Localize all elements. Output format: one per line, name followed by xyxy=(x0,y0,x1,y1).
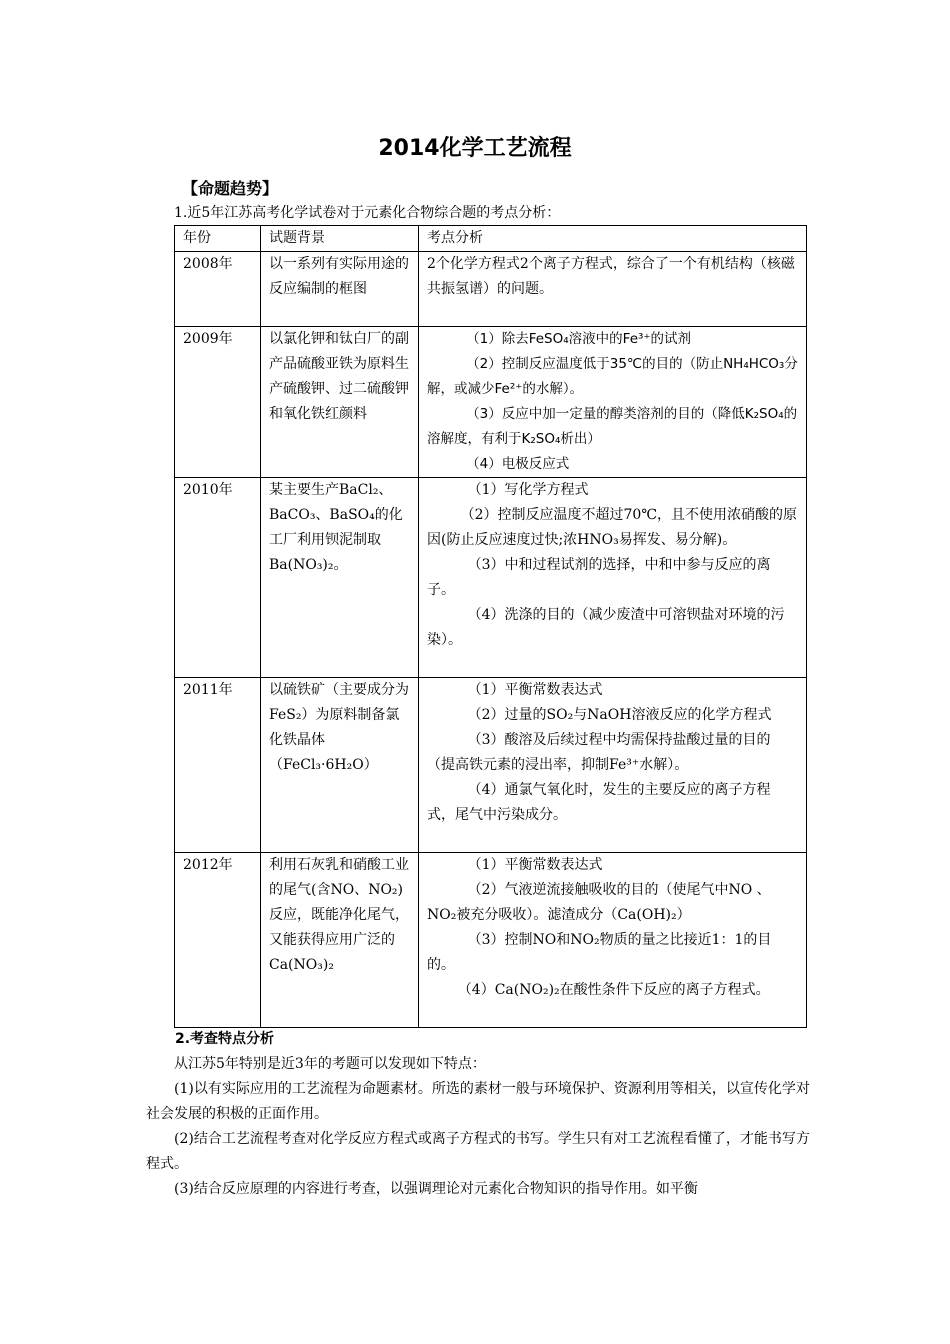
point-item: （1）平衡常数表达式 xyxy=(467,857,603,873)
row-year: 2011年 xyxy=(175,678,261,853)
row-points xyxy=(419,853,807,1028)
point-item: （3）控制NO和NO₂物质的量之比接近1：1的目的。 xyxy=(427,932,772,973)
header-points: 考点分析 xyxy=(419,226,807,252)
point-item: （1）写化学方程式 xyxy=(467,482,589,498)
point-item: （2）气液逆流接触吸收的目的（使尾气中NO 、NO₂被充分吸收）。滤渣成分（Ca(OH)₂） xyxy=(427,882,771,923)
point-item: （2）控制反应温度不超过70℃，且不使用浓硝酸的原因(防止反应速度过快;浓HNO₃易挥发、易分解)。 xyxy=(427,507,797,548)
row-background: 以硫铁矿（主要成分为FeS₂）为原料制备氯化铁晶体（FeCl₃·6H₂O） xyxy=(261,678,419,853)
body-paragraph: (1)以有实际应用的工艺流程为命题素材。所选的素材一般与环境保护、资源利用等相关，以宣传化学对社会发展的积极的正面作用。 xyxy=(146,1081,810,1122)
row-background: 利用石灰乳和硝酸工业的尾气(含NO、NO₂)反应，既能净化尾气，又能获得应用广泛的Ca(NO₃)₂ xyxy=(261,853,419,1028)
table-row xyxy=(175,853,807,1028)
point-item: （3）酸溶及后续过程中均需保持盐酸过量的目的（提高铁元素的浸出率，抑制Fe³⁺水解）。 xyxy=(427,732,771,773)
row-background: 以氯化钾和钛白厂的副产品硫酸亚铁为原料生产硫酸钾、过二硫酸钾和氧化铁红颜料 xyxy=(261,327,419,478)
header-background: 试题背景 xyxy=(261,226,419,252)
row-points xyxy=(419,678,807,853)
body-paragraph: (3)结合反应原理的内容进行考查，以强调理论对元素化合物知识的指导作用。如平衡 xyxy=(174,1181,698,1197)
section2-body xyxy=(146,1052,810,1202)
row-year: 2008年 xyxy=(175,252,261,327)
body-paragraph: (2)结合工艺流程考查对化学反应方程式或离子方程式的书写。学生只有对工艺流程看懂了，才能书写方程式。 xyxy=(146,1131,810,1172)
section2-heading: 2.考查特点分析 xyxy=(175,1031,275,1047)
table-row xyxy=(175,678,807,853)
row-points xyxy=(419,478,807,678)
table-header-row xyxy=(175,226,807,252)
body-paragraph: 从江苏5年特别是近3年的考题可以发现如下特点： xyxy=(174,1056,486,1072)
section-trend-heading: 【命题趋势】 xyxy=(182,179,279,198)
row-points xyxy=(419,252,807,327)
point-item: （4）通氯气氧化时，发生的主要反应的离子方程式，尾气中污染成分。 xyxy=(427,782,771,823)
analysis-table xyxy=(174,225,807,1028)
point-item: （2）控制反应温度低于35℃的目的（防止NH₄HCO₃分解，或减少Fe²⁺的水解）。 xyxy=(427,356,798,397)
point-item: （3）中和过程试剂的选择，中和中参与反应的离子。 xyxy=(427,557,771,598)
row-year: 2010年 xyxy=(175,478,261,678)
point-item: （4）洗涤的目的（减少废渣中可溶钡盐对环境的污染）。 xyxy=(427,607,785,648)
point-item: （3）反应中加一定量的醇类溶剂的目的（降低K₂SO₄的溶解度，有利于K₂SO₄析出） xyxy=(427,406,798,447)
table-row xyxy=(175,327,807,478)
point-item: （4）Ca(NO₂)₂在酸性条件下反应的离子方程式。 xyxy=(457,982,770,998)
point-item: 2个化学方程式2个离子方程式，综合了一个有机结构（核磁共振氢谱）的问题。 xyxy=(427,256,795,297)
table-row xyxy=(175,478,807,678)
point-item: （1）除去FeSO₄溶液中的Fe³⁺的试剂 xyxy=(466,331,692,347)
point-item: （4）电极反应式 xyxy=(466,456,570,472)
point-item: （1）平衡常数表达式 xyxy=(467,682,603,698)
document-title: 2014化学工艺流程 xyxy=(378,136,572,161)
row-year: 2012年 xyxy=(175,853,261,1028)
row-year: 2009年 xyxy=(175,327,261,478)
header-year: 年份 xyxy=(175,226,261,252)
table-row xyxy=(175,252,807,327)
row-background: 以一系列有实际用途的反应编制的框图 xyxy=(261,252,419,327)
row-points xyxy=(419,327,807,478)
row-background: 某主要生产BaCl₂、BaCO₃、BaSO₄的化工厂利用钡泥制取Ba(NO₃)₂。 xyxy=(261,478,419,678)
point-item: （2）过量的SO₂与NaOH溶液反应的化学方程式 xyxy=(467,707,772,723)
intro-text: 1.近5年江苏高考化学试卷对于元素化合物综合题的考点分析： xyxy=(174,205,561,221)
